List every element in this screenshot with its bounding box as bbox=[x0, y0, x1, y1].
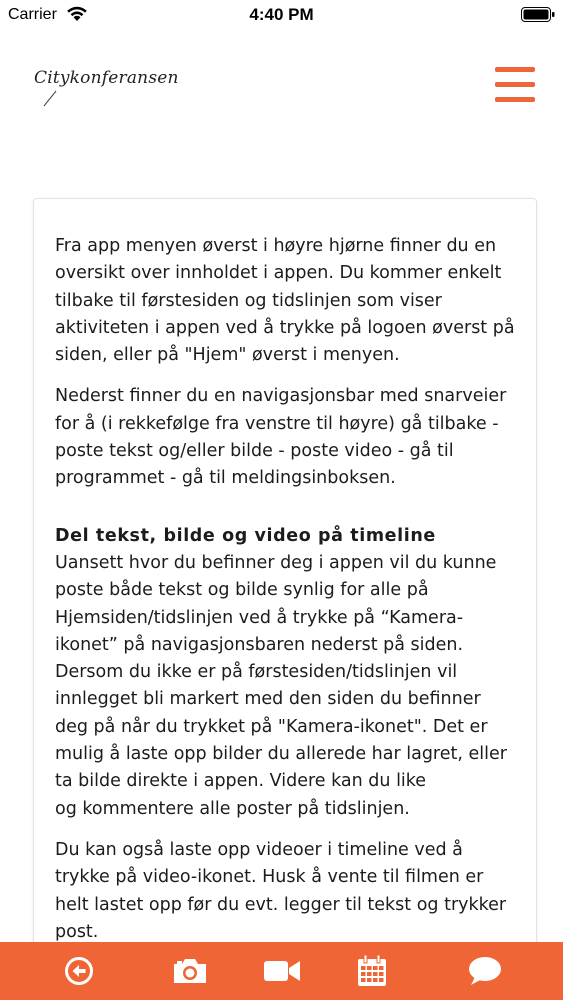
back-arrow-icon[interactable] bbox=[62, 953, 96, 989]
logo-flourish bbox=[36, 90, 166, 108]
section-title: Del tekst, bilde og video på timeline bbox=[55, 525, 436, 546]
battery-icon bbox=[521, 7, 555, 22]
section-paragraph-1: Uansett hvor du befinner deg i appen vil du kunne poste både tekst og bilde synlig for alle på Hjemsiden/tidslinjen ved å trykke på “Kamera- ikonet” på navigasjonsbaren nederst på siden. Dersom du ikke er på førstesiden/tidslinjen vil innlegget bli markert med den siden du befinner deg på når du trykket på "Kamera-ikonet". Det er mulig å laste opp bilder du allerede har lagret, eller ta bilde direkte i appen. Videre kan du like og kommentere alle poster på tidslinjen. bbox=[55, 552, 507, 819]
carrier-label: Carrier bbox=[8, 6, 57, 23]
logo-text: Citykonferansen bbox=[34, 68, 179, 88]
intro-paragraph-2: Nederst finner du en navigasjonsbar med snarveier for å (i rekkefølge fra venstre til høyre) gå tilbake - poste tekst og/eller bilde - poste video - gå til programmet - gå til meldingsinboksen. bbox=[55, 386, 507, 489]
help-text bbox=[55, 233, 517, 960]
app-header bbox=[0, 30, 563, 140]
menu-bar-middle bbox=[495, 82, 535, 87]
video-camera-icon[interactable] bbox=[262, 953, 302, 989]
camera-icon[interactable] bbox=[170, 953, 210, 989]
menu-bar-top bbox=[495, 67, 535, 72]
help-content-card bbox=[33, 198, 537, 978]
clock: 4:40 PM bbox=[249, 5, 314, 24]
hamburger-menu-icon[interactable] bbox=[495, 67, 535, 102]
calendar-icon[interactable] bbox=[355, 953, 389, 989]
menu-bar-bottom bbox=[495, 97, 535, 102]
chat-bubble-icon[interactable] bbox=[466, 953, 504, 989]
section-paragraph-2: Du kan også laste opp videoer i timeline ved å trykke på video-ikonet. Husk å vente til filmen er helt lastet opp før du evt. legger til tekst og trykker post. bbox=[55, 839, 507, 942]
intro-paragraph-1: Fra app menyen øverst i høyre hjørne finner du en oversikt over innholdet i appen. Du kommer enkelt tilbake til førstesiden og tidslinjen som viser aktiviteten i appen ved å trykke på logoen øverst på siden, eller på "Hjem" øverst i menyen. bbox=[55, 236, 515, 366]
status-bar bbox=[0, 0, 563, 30]
bottom-navigation-bar bbox=[0, 942, 563, 1000]
